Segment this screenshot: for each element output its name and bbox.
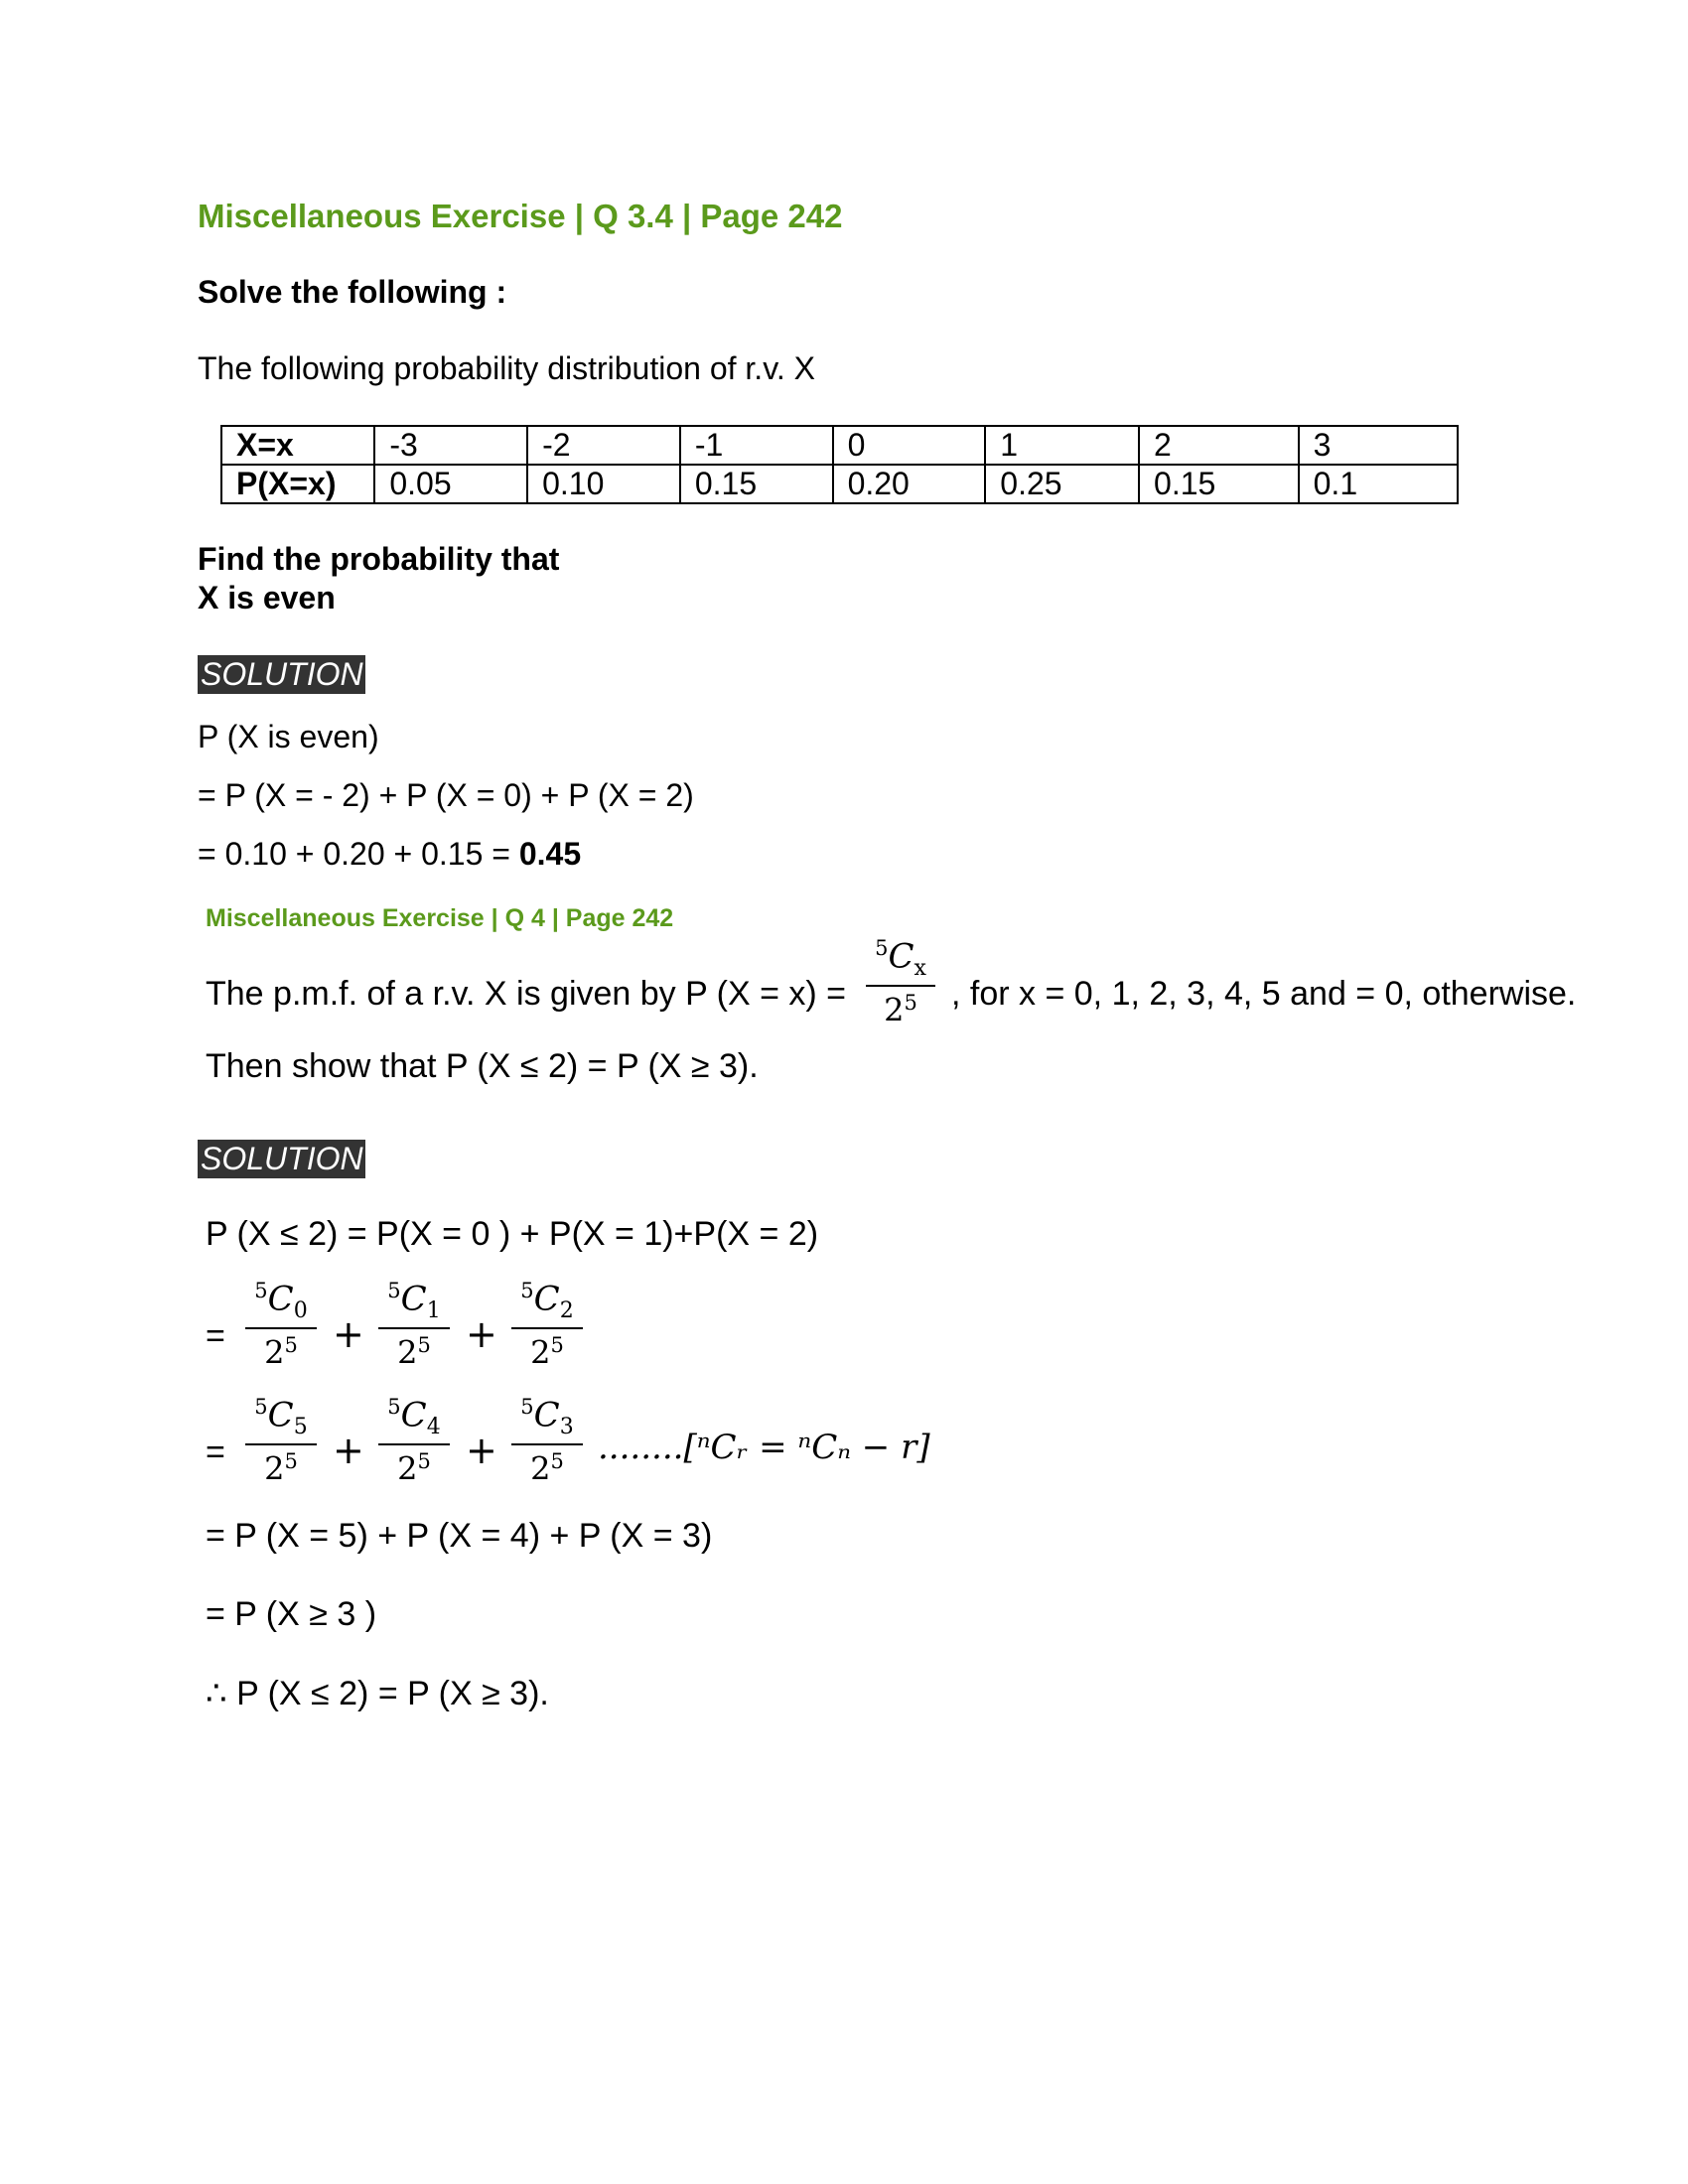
fraction-numerator: $^5C_4$ — [387, 1395, 441, 1440]
fraction-bar — [378, 1327, 450, 1329]
fraction-numerator: $^5C_0$ — [254, 1279, 308, 1324]
solution-tag: SOLUTION — [198, 1140, 365, 1178]
fraction-numerator: $^5C_1$ — [387, 1279, 441, 1324]
table-cell: 0.15 — [680, 465, 833, 503]
table-cell: X=x — [221, 426, 374, 465]
table-cell: -3 — [374, 426, 527, 465]
fraction-5c0 — [245, 1279, 317, 1372]
table-cell: 0.15 — [1139, 465, 1299, 503]
q1-step-3 — [198, 836, 581, 873]
fraction-5c4 — [378, 1395, 450, 1488]
table-row — [221, 465, 1458, 503]
table-cell: 0.25 — [985, 465, 1139, 503]
q2-question-suffix: , for x = 0, 1, 2, 3, 4, 5 and = 0, otherwise. — [951, 975, 1577, 1013]
q1-intro: The following probability distribution of r.v. X — [198, 350, 815, 386]
q1-instruction: Solve the following : — [198, 274, 507, 310]
q1-question-line2: X is even — [198, 580, 336, 615]
distribution-table — [220, 425, 1459, 504]
table-cell: -1 — [680, 426, 833, 465]
q2-header: Miscellaneous Exercise | Q 4 | Page 242 — [206, 904, 674, 932]
fraction-numerator: $^5C_x$ — [875, 936, 926, 982]
fraction-denominator: $2^5$ — [530, 1449, 564, 1488]
plus-sign: + — [333, 1312, 364, 1356]
q1-step-2: = P (X = - 2) + P (X = 0) + P (X = 2) — [198, 777, 694, 813]
table-cell: P(X=x) — [221, 465, 374, 503]
equals-sign: = — [206, 1317, 225, 1355]
q1-header: Miscellaneous Exercise | Q 3.4 | Page 242 — [198, 198, 843, 234]
fraction-bar — [245, 1443, 317, 1445]
q2-step-6: ∴ P (X ≤ 2) = P (X ≥ 3). — [206, 1675, 549, 1712]
q1-answer: 0.45 — [518, 836, 582, 872]
plus-sign: + — [466, 1312, 497, 1356]
q2-question-prefix: The p.m.f. of a r.v. X is given by P (X = x) = — [206, 975, 847, 1013]
table-cell: 2 — [1139, 426, 1299, 465]
fraction-bar — [378, 1443, 450, 1445]
fraction-denominator: $2^5$ — [397, 1333, 431, 1372]
q1-step-1: P (X is even) — [198, 719, 379, 754]
fraction-5c3 — [511, 1395, 583, 1488]
table-cell: 3 — [1299, 426, 1458, 465]
fraction-denominator: $2^5$ — [530, 1333, 564, 1372]
table-cell: 0.10 — [527, 465, 680, 503]
pmf-fraction — [866, 936, 935, 1029]
q2-step-1: P (X ≤ 2) = P(X = 0 ) + P(X = 1)+P(X = 2) — [206, 1215, 819, 1253]
fraction-denominator: $2^5$ — [264, 1333, 298, 1372]
fraction-denominator: $2^5$ — [884, 991, 917, 1029]
solution-tag: SOLUTION — [198, 655, 365, 694]
fraction-bar — [511, 1327, 583, 1329]
fraction-5c2 — [511, 1279, 583, 1372]
combination-identity: ........[ⁿCᵣ = ⁿCₙ − r] — [598, 1428, 930, 1467]
table-cell: 0.05 — [374, 465, 527, 503]
plus-sign: + — [466, 1429, 497, 1472]
fraction-denominator: $2^5$ — [397, 1449, 431, 1488]
equals-sign: = — [206, 1433, 225, 1471]
fraction-bar — [511, 1443, 583, 1445]
table-cell: -2 — [527, 426, 680, 465]
table-row — [221, 426, 1458, 465]
fraction-bar — [245, 1327, 317, 1329]
fraction-5c1 — [378, 1279, 450, 1372]
q2-step-5: = P (X ≥ 3 ) — [206, 1595, 377, 1633]
q1-step-3-sum: = 0.10 + 0.20 + 0.15 = — [198, 836, 519, 872]
fraction-denominator: $2^5$ — [264, 1449, 298, 1488]
table-cell: 0.1 — [1299, 465, 1458, 503]
table-cell: 0 — [833, 426, 986, 465]
plus-sign: + — [333, 1429, 364, 1472]
fraction-numerator: $^5C_2$ — [520, 1279, 574, 1324]
q1-question-line1: Find the probability that — [198, 541, 560, 577]
fraction-5c5 — [245, 1395, 317, 1488]
fraction-numerator: $^5C_3$ — [520, 1395, 574, 1440]
table-cell: 0.20 — [833, 465, 986, 503]
q2-step-4: = P (X = 5) + P (X = 4) + P (X = 3) — [206, 1517, 713, 1555]
q2-question-line2: Then show that P (X ≤ 2) = P (X ≥ 3). — [206, 1047, 759, 1085]
fraction-numerator: $^5C_5$ — [254, 1395, 308, 1440]
fraction-bar — [866, 985, 935, 987]
table-cell: 1 — [985, 426, 1139, 465]
